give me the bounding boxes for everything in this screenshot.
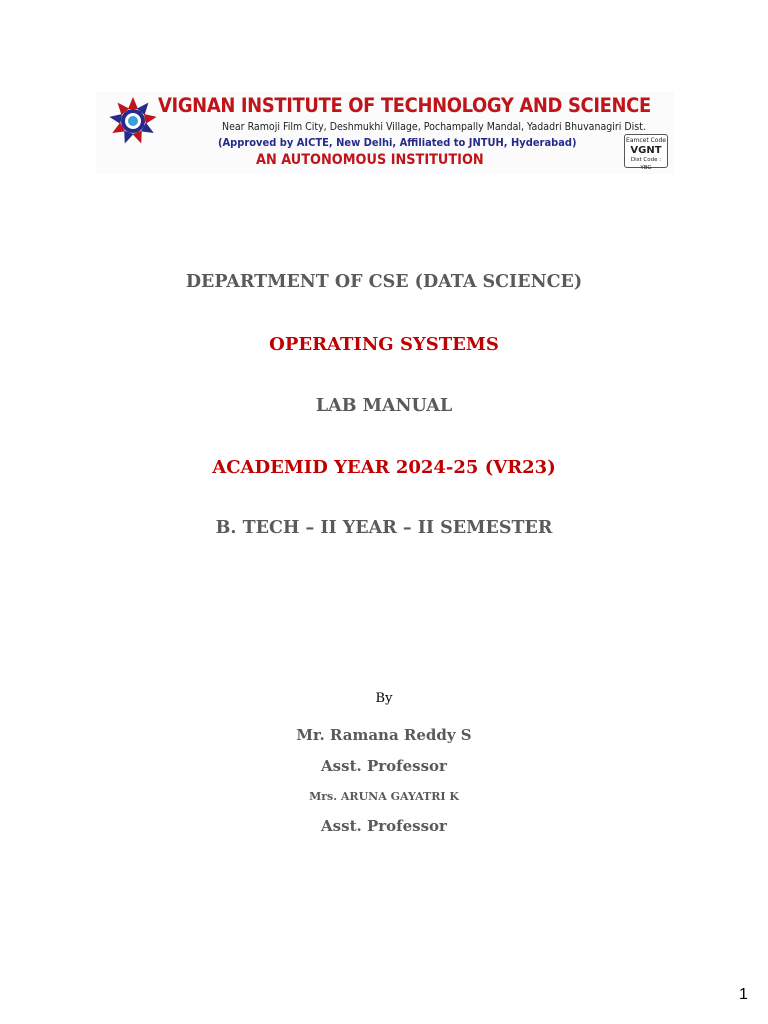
document-type: LAB MANUAL: [315, 396, 453, 416]
author-role-2: Asst. Professor: [321, 817, 447, 835]
page-number: 1: [739, 986, 748, 1003]
by-label: By: [375, 691, 393, 706]
academic-year: ACADEMID YEAR 2024-25 (VR23): [212, 457, 556, 478]
department-heading: DEPARTMENT OF CSE (DATA SCIENCE): [185, 272, 583, 292]
institution-address: Near Ramoji Film City, Deshmukhi Village, Pochampally Mandal, Yadadri Bhuvanagiri Dist.: [222, 121, 646, 133]
institution-name: VIGNAN INSTITUTE OF TECHNOLOGY AND SCIENCE: [158, 94, 651, 117]
eamcet-code-box: [624, 134, 668, 171]
dist-code: Dist Code : YBG: [630, 157, 662, 171]
institution-status: AN AUTONOMOUS INSTITUTION: [256, 152, 484, 168]
institution-approval: (Approved by AICTE, New Delhi, Affiliated to JNTUH, Hyderabad): [218, 136, 577, 149]
eamcet-code-value: VGNT: [630, 145, 662, 156]
institution-banner: [96, 92, 674, 174]
eamcet-code-label: Eamcet Code: [626, 137, 666, 144]
institution-emblem-icon: [108, 94, 158, 150]
program-semester: B. TECH – II YEAR – II SEMESTER: [215, 518, 553, 538]
author-name-1: Mr. Ramana Reddy S: [296, 726, 472, 744]
author-role-1: Asst. Professor: [321, 757, 447, 775]
author-name-2: Mrs. ARUNA GAYATRI K: [309, 790, 459, 803]
subject-title: OPERATING SYSTEMS: [269, 334, 499, 355]
